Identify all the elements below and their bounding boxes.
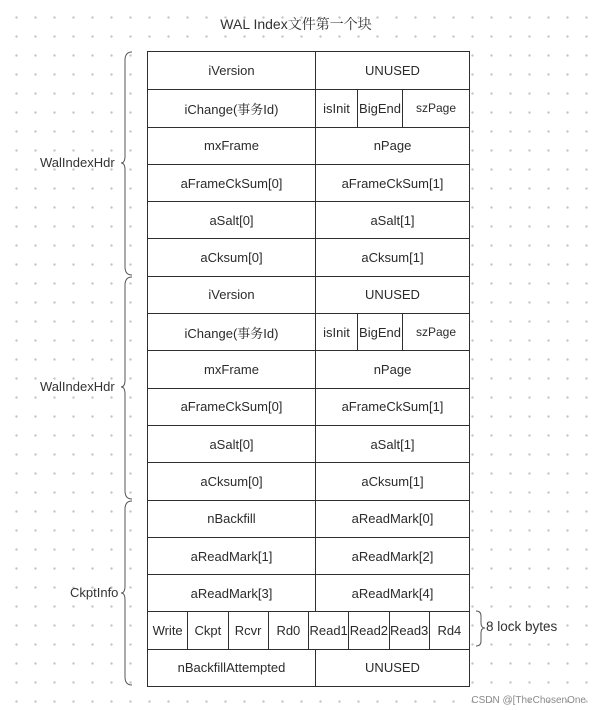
- cell-aframecksum-0: aFrameCkSum[0]: [180, 399, 283, 415]
- cell-aframecksum-1: aFrameCkSum[1]: [315, 389, 469, 425]
- hdr1-row-ichange: [148, 89, 469, 126]
- cell-ichange: iChange(事务Id): [184, 325, 279, 341]
- cell-mxframe: mxFrame: [204, 362, 259, 378]
- ckpt-row-backfill-attempted: [148, 649, 469, 686]
- lock-read2: Read2: [348, 612, 388, 648]
- ckpt-row-readmark-1-2: [148, 537, 469, 574]
- lock-read1: Read1: [308, 612, 348, 648]
- cell-acksum-0: aCksum[0]: [200, 473, 263, 489]
- hdr2-row-ichange: [148, 313, 469, 350]
- cell-ichange: iChange(事务Id): [184, 101, 279, 117]
- hdr1-row-mxframe: [148, 127, 469, 164]
- diagram-title: WAL Index文件第一个块: [220, 16, 372, 32]
- cell-szpage: szPage: [402, 314, 469, 350]
- cell-areadmark-2: aReadMark[2]: [315, 538, 469, 574]
- hdr2-row-salt: [148, 425, 469, 462]
- cell-nbackfillattempted: nBackfillAttempted: [177, 660, 286, 676]
- cell-acksum-1: aCksum[1]: [315, 463, 469, 499]
- cell-areadmark-3: aReadMark[3]: [190, 585, 273, 601]
- cell-acksum-0: aCksum[0]: [200, 250, 263, 266]
- lock-read3: Read3: [389, 612, 429, 648]
- cell-asalt-0: aSalt[0]: [209, 212, 254, 228]
- cell-asalt-1: aSalt[1]: [315, 202, 469, 238]
- watermark: CSDN @[TheChosenOne: [471, 695, 586, 706]
- lock-bytes-label: 8 lock bytes: [486, 619, 558, 634]
- cell-areadmark-0: aReadMark[0]: [315, 501, 469, 537]
- hdr1-label: WalIndexHdr: [40, 155, 115, 170]
- cell-bigend: BigEnd: [357, 90, 402, 126]
- cell-bigend: BigEnd: [357, 314, 402, 350]
- hdr2-row-version: [148, 276, 469, 313]
- cell-asalt-0: aSalt[0]: [209, 436, 254, 452]
- hdr2-row-cksum: [148, 462, 469, 499]
- cell-npage: nPage: [315, 351, 469, 387]
- hdr1-row-version: [148, 52, 469, 89]
- ckpt-row-readmark-3-4: [148, 574, 469, 611]
- lock-rcvr: Rcvr: [228, 612, 268, 648]
- lock-write: Write: [152, 623, 183, 639]
- hdr2-label: WalIndexHdr: [40, 379, 115, 394]
- cell-aframecksum-0: aFrameCkSum[0]: [180, 175, 283, 191]
- ckpt-row-backfill: [148, 500, 469, 537]
- cell-mxframe: mxFrame: [204, 138, 259, 154]
- ckpt-brace: [121, 501, 132, 685]
- cell-szpage: szPage: [402, 90, 469, 126]
- cell-iversion: iVersion: [208, 63, 255, 79]
- lock-ckpt: Ckpt: [187, 612, 227, 648]
- hdr1-row-framecksum: [148, 164, 469, 201]
- ckpt-label: CkptInfo: [70, 585, 119, 600]
- cell-nbackfill: nBackfill: [207, 511, 256, 527]
- cell-iversion: iVersion: [208, 287, 255, 303]
- lock-rd4: Rd4: [429, 612, 469, 648]
- cell-asalt-1: aSalt[1]: [315, 426, 469, 462]
- hdr1-brace: [121, 52, 132, 275]
- lock-brace: [476, 611, 485, 646]
- hdr1-row-cksum: [148, 238, 469, 275]
- cell-areadmark-4: aReadMark[4]: [315, 575, 469, 611]
- cell-isinit: isInit: [315, 314, 357, 350]
- cell-npage: nPage: [315, 128, 469, 164]
- hdr2-row-mxframe: [148, 350, 469, 387]
- hdr2-row-framecksum: [148, 388, 469, 425]
- cell-aframecksum-1: aFrameCkSum[1]: [315, 165, 469, 201]
- cell-areadmark-1: aReadMark[1]: [190, 548, 273, 564]
- cell-acksum-1: aCksum[1]: [315, 239, 469, 275]
- cell-unused: UNUSED: [315, 52, 469, 89]
- hdr1-row-salt: [148, 201, 469, 238]
- cell-unused: UNUSED: [315, 650, 469, 686]
- wal-index-block: [147, 51, 470, 687]
- lock-rd0: Rd0: [268, 612, 308, 648]
- cell-isinit: isInit: [315, 90, 357, 126]
- cell-unused: UNUSED: [315, 277, 469, 313]
- ckpt-row-locks: [148, 611, 469, 648]
- hdr2-brace: [121, 277, 132, 499]
